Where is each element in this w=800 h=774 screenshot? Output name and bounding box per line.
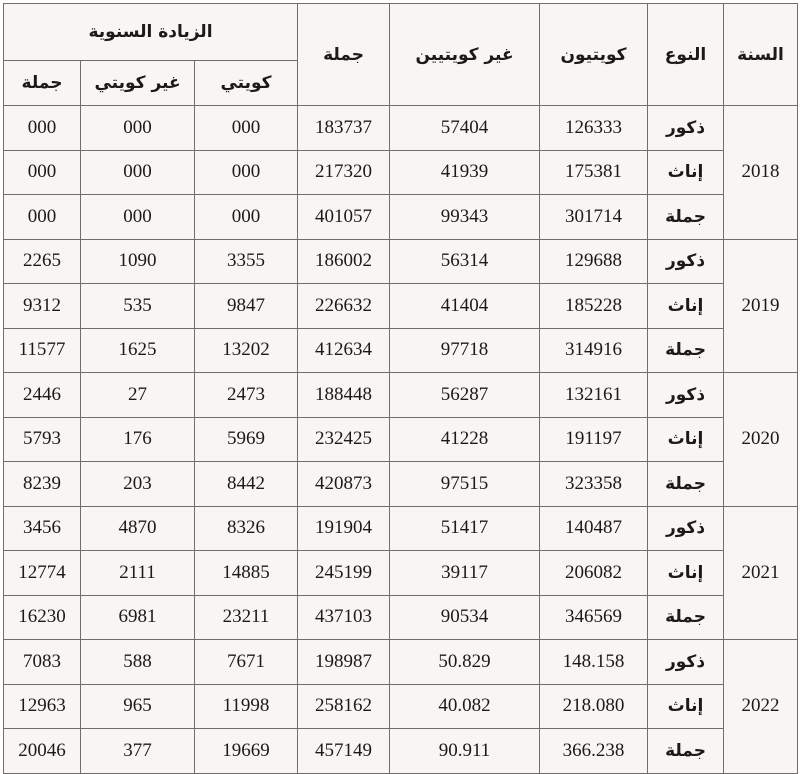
cell-kuwaiti: 366.238 [540,729,648,774]
cell-total: 258162 [298,684,390,729]
cell-total: 437103 [298,595,390,640]
cell-inc-kuwaiti: 000 [195,195,298,240]
cell-total: 457149 [298,729,390,774]
cell-type: إناث [648,417,724,462]
cell-inc-total: 12774 [4,551,81,596]
cell-inc-kuwaiti: 000 [195,150,298,195]
cell-kuwaiti: 346569 [540,595,648,640]
cell-inc-total: 2265 [4,239,81,284]
cell-inc-non-kuwaiti: 1090 [81,239,195,284]
cell-non-kuwaiti: 40.082 [390,684,540,729]
table-row [4,328,798,373]
cell-year: 2019 [724,239,798,373]
cell-inc-non-kuwaiti: 000 [81,150,195,195]
cell-inc-non-kuwaiti: 535 [81,284,195,329]
cell-type: جملة [648,462,724,507]
cell-type: ذكور [648,239,724,284]
cell-year: 2022 [724,640,798,774]
cell-year: 2018 [724,106,798,240]
cell-inc-non-kuwaiti: 377 [81,729,195,774]
cell-total: 412634 [298,328,390,373]
cell-inc-kuwaiti: 7671 [195,640,298,685]
cell-inc-non-kuwaiti: 203 [81,462,195,507]
cell-inc-non-kuwaiti: 000 [81,195,195,240]
table-row [4,640,798,685]
cell-kuwaiti: 206082 [540,551,648,596]
population-table [3,3,798,774]
cell-inc-non-kuwaiti: 176 [81,417,195,462]
cell-kuwaiti: 218.080 [540,684,648,729]
cell-kuwaiti: 132161 [540,373,648,418]
cell-kuwaiti: 323358 [540,462,648,507]
cell-type: جملة [648,595,724,640]
cell-total: 186002 [298,239,390,284]
cell-inc-total: 16230 [4,595,81,640]
cell-inc-total: 8239 [4,462,81,507]
cell-type: جملة [648,195,724,240]
cell-non-kuwaiti: 56287 [390,373,540,418]
cell-inc-total: 11577 [4,328,81,373]
cell-total: 188448 [298,373,390,418]
cell-type: ذكور [648,373,724,418]
table-row [4,506,798,551]
cell-non-kuwaiti: 56314 [390,239,540,284]
cell-total: 183737 [298,106,390,151]
cell-inc-total: 12963 [4,684,81,729]
cell-non-kuwaiti: 90534 [390,595,540,640]
cell-inc-total: 000 [4,195,81,240]
cell-inc-kuwaiti: 14885 [195,551,298,596]
table-row [4,150,798,195]
cell-type: ذكور [648,506,724,551]
table-body [4,106,798,774]
cell-inc-non-kuwaiti: 000 [81,106,195,151]
cell-inc-kuwaiti: 2473 [195,373,298,418]
cell-kuwaiti: 314916 [540,328,648,373]
table-row [4,373,798,418]
cell-inc-non-kuwaiti: 6981 [81,595,195,640]
cell-inc-total: 7083 [4,640,81,685]
cell-inc-kuwaiti: 8326 [195,506,298,551]
table-row [4,684,798,729]
table-row [4,284,798,329]
cell-type: جملة [648,328,724,373]
cell-non-kuwaiti: 97718 [390,328,540,373]
cell-year: 2020 [724,373,798,507]
cell-inc-total: 9312 [4,284,81,329]
table-row [4,462,798,507]
table-row [4,595,798,640]
cell-type: إناث [648,150,724,195]
cell-inc-non-kuwaiti: 27 [81,373,195,418]
header-total: جملة [298,4,390,106]
document-page [3,3,797,767]
header-non-kuwaiti: غير كويتيين [390,4,540,106]
cell-inc-kuwaiti: 000 [195,106,298,151]
cell-kuwaiti: 185228 [540,284,648,329]
header-annual-increase: الزيادة السنوية [4,4,298,61]
cell-total: 232425 [298,417,390,462]
cell-non-kuwaiti: 90.911 [390,729,540,774]
cell-year: 2021 [724,506,798,640]
table-row [4,551,798,596]
cell-kuwaiti: 191197 [540,417,648,462]
cell-kuwaiti: 175381 [540,150,648,195]
table-row [4,239,798,284]
cell-non-kuwaiti: 41939 [390,150,540,195]
header-inc-total: جملة [4,61,81,106]
table-row [4,729,798,774]
cell-non-kuwaiti: 41228 [390,417,540,462]
cell-kuwaiti: 148.158 [540,640,648,685]
cell-inc-kuwaiti: 13202 [195,328,298,373]
cell-total: 226632 [298,284,390,329]
table-row [4,195,798,240]
cell-inc-non-kuwaiti: 4870 [81,506,195,551]
cell-inc-total: 2446 [4,373,81,418]
cell-type: ذكور [648,106,724,151]
cell-total: 217320 [298,150,390,195]
cell-non-kuwaiti: 51417 [390,506,540,551]
header-inc-non-kuwaiti: غير كويتي [81,61,195,106]
table-row [4,417,798,462]
cell-inc-kuwaiti: 5969 [195,417,298,462]
cell-non-kuwaiti: 39117 [390,551,540,596]
cell-non-kuwaiti: 99343 [390,195,540,240]
cell-type: إناث [648,684,724,729]
cell-non-kuwaiti: 57404 [390,106,540,151]
cell-type: إناث [648,284,724,329]
cell-non-kuwaiti: 50.829 [390,640,540,685]
header-kuwaiti: كويتيون [540,4,648,106]
cell-inc-kuwaiti: 19669 [195,729,298,774]
cell-kuwaiti: 140487 [540,506,648,551]
cell-type: إناث [648,551,724,596]
cell-total: 245199 [298,551,390,596]
cell-inc-total: 20046 [4,729,81,774]
cell-total: 191904 [298,506,390,551]
table-row [4,106,798,151]
cell-inc-non-kuwaiti: 1625 [81,328,195,373]
cell-type: جملة [648,729,724,774]
cell-non-kuwaiti: 41404 [390,284,540,329]
cell-inc-non-kuwaiti: 965 [81,684,195,729]
cell-kuwaiti: 129688 [540,239,648,284]
cell-inc-non-kuwaiti: 588 [81,640,195,685]
cell-kuwaiti: 301714 [540,195,648,240]
cell-inc-kuwaiti: 11998 [195,684,298,729]
cell-inc-kuwaiti: 23211 [195,595,298,640]
cell-type: ذكور [648,640,724,685]
cell-inc-total: 000 [4,150,81,195]
header-inc-kuwaiti: كويتي [195,61,298,106]
cell-inc-kuwaiti: 9847 [195,284,298,329]
cell-total: 420873 [298,462,390,507]
cell-inc-total: 5793 [4,417,81,462]
cell-kuwaiti: 126333 [540,106,648,151]
cell-inc-kuwaiti: 8442 [195,462,298,507]
cell-inc-kuwaiti: 3355 [195,239,298,284]
cell-inc-non-kuwaiti: 2111 [81,551,195,596]
cell-total: 198987 [298,640,390,685]
cell-non-kuwaiti: 97515 [390,462,540,507]
cell-total: 401057 [298,195,390,240]
header-type: النوع [648,4,724,106]
cell-inc-total: 000 [4,106,81,151]
cell-inc-total: 3456 [4,506,81,551]
header-year: السنة [724,4,798,106]
